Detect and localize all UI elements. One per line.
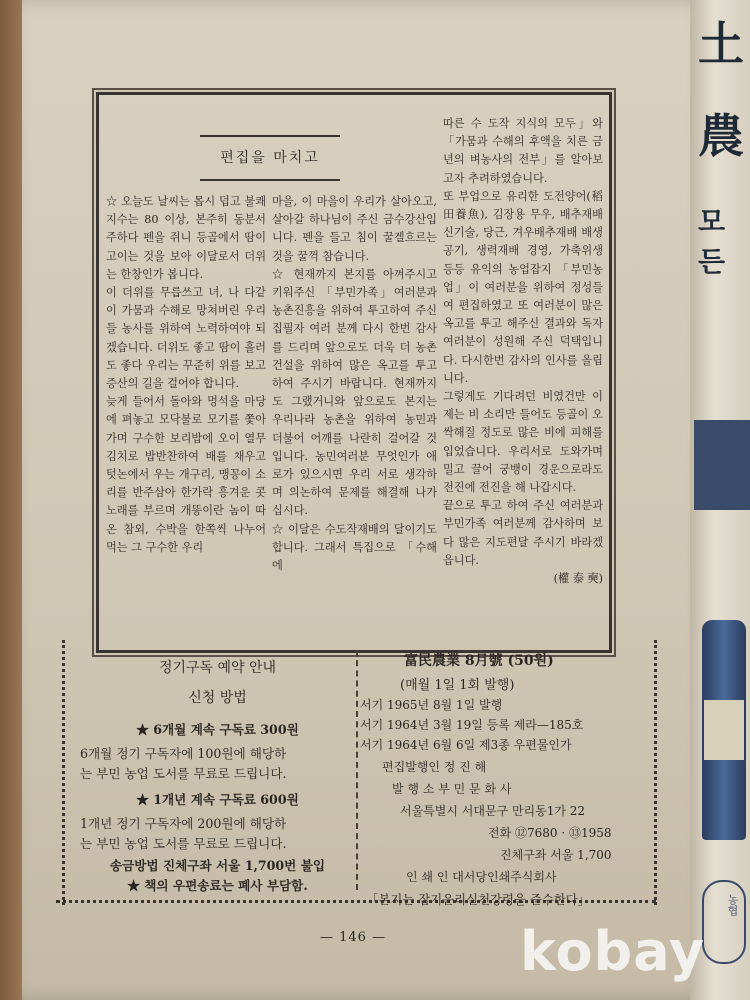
seal-stamp (702, 880, 746, 964)
paragraph: 늦게 들어서 돌아와 멍석을 마당에 펴놓고 모닥불로 모기를 쫓아가며 구수한 보리밥에 오이 열무김치로 밥반찬하여 배를 채우고 텃논에서 우는 개구리, 맹꽁이 소리를 반주삼아 한가락 흥겨운 콧노래를 부르며 개똥이란 놈이 따온 참외, 수박을 한쪽씩 나누어 먹는 그 구수한 우리 (106, 395, 266, 554)
article-column-2 (272, 193, 437, 575)
account: 진체구좌 서울 1,700 (500, 848, 612, 862)
plan-12-title: ★ 1개년 계속 구독료 600원 (136, 792, 299, 807)
paragraph: 끝으로 투고 하여 주신 여러분과 부민가족 여러분께 감사하며 보다 많은 지도편달 주시기 바라겠읍니다. (443, 499, 603, 567)
colophon-box (360, 640, 650, 907)
colophon-line: 서기 1964년 3월 19일 등록 제라—185호 (360, 718, 584, 732)
remittance-method: 송금방법 진체구좌 서울 1,700번 불입 (109, 858, 326, 873)
issue-title: 富民農業 8月號 (50원) (404, 653, 554, 669)
paragraph: 또 부업으로 유리한 도전양어(稻田養魚), 김장용 무우, 배추재배 신기술, 당근, 겨우배추재배 배생공기, 생력재배 경영, 가축위생 등등 유익의 농업잡지 「부민농업」이 여러분을 위하여 정성들여 편집하였고 또 여러분이 많은 옥고를 투고 해주신 결과와 독자여러분이 성원해 주신 덕택입니다. 다시한번 감사의 인사를 올립니다. (443, 189, 603, 385)
phone: 전화 ⑫7680 · ⑬1958 (488, 826, 612, 840)
side-char-2: 農 (698, 109, 744, 163)
page-number: — 146 — (320, 930, 387, 945)
paragraph: ☆ 오늘도 날씨는 몹시 덥고 불쾌지수는 80 이상, 본주히 동분서주하다 펜을 쥐니 등골에서 땀이 고이는 것을 보아 이달로서 더위는 한창인가 봅니다. (106, 195, 266, 281)
printer: 인 쇄 인 대서당인쇄주식회사 (406, 870, 557, 884)
publisher: 발 행 소 부 민 문 화 사 (392, 782, 512, 796)
plan-12-desc-2: 는 부민 농업 도서를 무료로 드립니다. (80, 836, 287, 851)
plan-6-title: ★ 6개월 계속 구독료 300원 (136, 722, 299, 737)
plan-6-desc-1: 6개월 정기 구독자에 100원에 해당하 (80, 746, 287, 761)
side-char-3: 모든 (698, 205, 726, 278)
address: 서울특별시 서대문구 만리동1가 22 (400, 804, 586, 818)
side-ad-block (694, 420, 750, 510)
box-border-left (62, 640, 65, 905)
postage-note: ★ 책의 우편송료는 폐사 부담함. (127, 878, 308, 893)
bottle-label (704, 700, 744, 760)
subscription-heading: 정기구독 예약 안내 (158, 660, 277, 676)
watermark-logo: kobay (520, 920, 706, 983)
paragraph: 그렇게도 기다려던 비였건만 이제는 비 소리만 들어도 등골이 오싹해질 정도로 많은 비에 피해를 입었습니다. 우리서로 도와가며 밀고 끌어 궁뱅이 경운으로라도 전진에 전진을 해 나갑시다. (443, 390, 603, 495)
ethics-statement: 「본지는 잡지윤리실천강령을 준수한다」 (366, 892, 591, 907)
colophon-line: 서기 1965년 8월 1일 발행 (360, 698, 503, 712)
paragraph: ☆ 이달은 수도작재배의 달이기도 합니다. 그래서 특집으로 「수해에 (272, 522, 437, 573)
plan-6-desc-2: 는 부민 농업 도서를 무료로 드립니다. (80, 766, 287, 781)
colophon-line: 서기 1964년 6월 6일 제3종 우편물인가 (360, 738, 572, 752)
article-column-3 (443, 115, 603, 588)
paragraph: 이 더위를 무릅쓰고 녀, 나 다같이 가뭄과 수해로 망쳐버린 우리들 농사를 위하여 노력하여야 되겠습니다. 더위도 좋고 땀이 흘러도 좋다 우리는 꾸준히 위를 보고 증산의 길을 걸어야 합니다. (106, 286, 266, 391)
signature: (權 泰 奭) (553, 572, 603, 586)
subscription-box (80, 655, 355, 895)
side-char-1: 土 (698, 17, 744, 71)
article-title: 편집을 마치고 (200, 135, 340, 181)
box-divider (356, 650, 358, 890)
plan-12-desc-1: 1개년 정기 구독자에 200원에 해당하 (80, 816, 287, 831)
subscription-method: 신청 방법 (188, 690, 247, 706)
paragraph: ☆ 현재까지 본지를 아껴주시고 키워주신 「부민가족」여러분과 농촌진흥을 위하여 투고하여 주신 집필자 여러 분께 다시 한번 감사를 드리며 앞으로도 더욱 더 농촌건설을 위하여 많은 옥고를 투고하여 주시기 바랍니다. 현재까지도 그랬거니와 앞으로도 본지는 우리나라 농촌을 위하여 농민과 더불어 어깨를 나란히 걸어갈 것입니다. 농민여러분 무엇인가 애로가 있으시면 우리 서로 생각하며 의논하여 문제를 해결해 나가십시다. (272, 267, 437, 518)
paragraph: 마을, 이 마을이 우리가 살아오고, 살아갈 하나님이 주신 금수강산입니다. 펜을 들고 침이 꿀겔흐르는 것을 꿀꺽 참습니다. (272, 195, 437, 263)
paragraph: 따른 수 도작 지식의 모두」와 「가뭄과 수해의 후액을 치른 금년의 벼농사의 전부」를 알아보고자 추려하였습니다. (443, 117, 603, 185)
issue-frequency: (매월 1일 1회 발행) (400, 678, 515, 693)
seal-text: 농협 (726, 894, 739, 916)
article-column-1 (106, 193, 266, 557)
editor: 편집발행인 정 진 해 (382, 760, 487, 774)
